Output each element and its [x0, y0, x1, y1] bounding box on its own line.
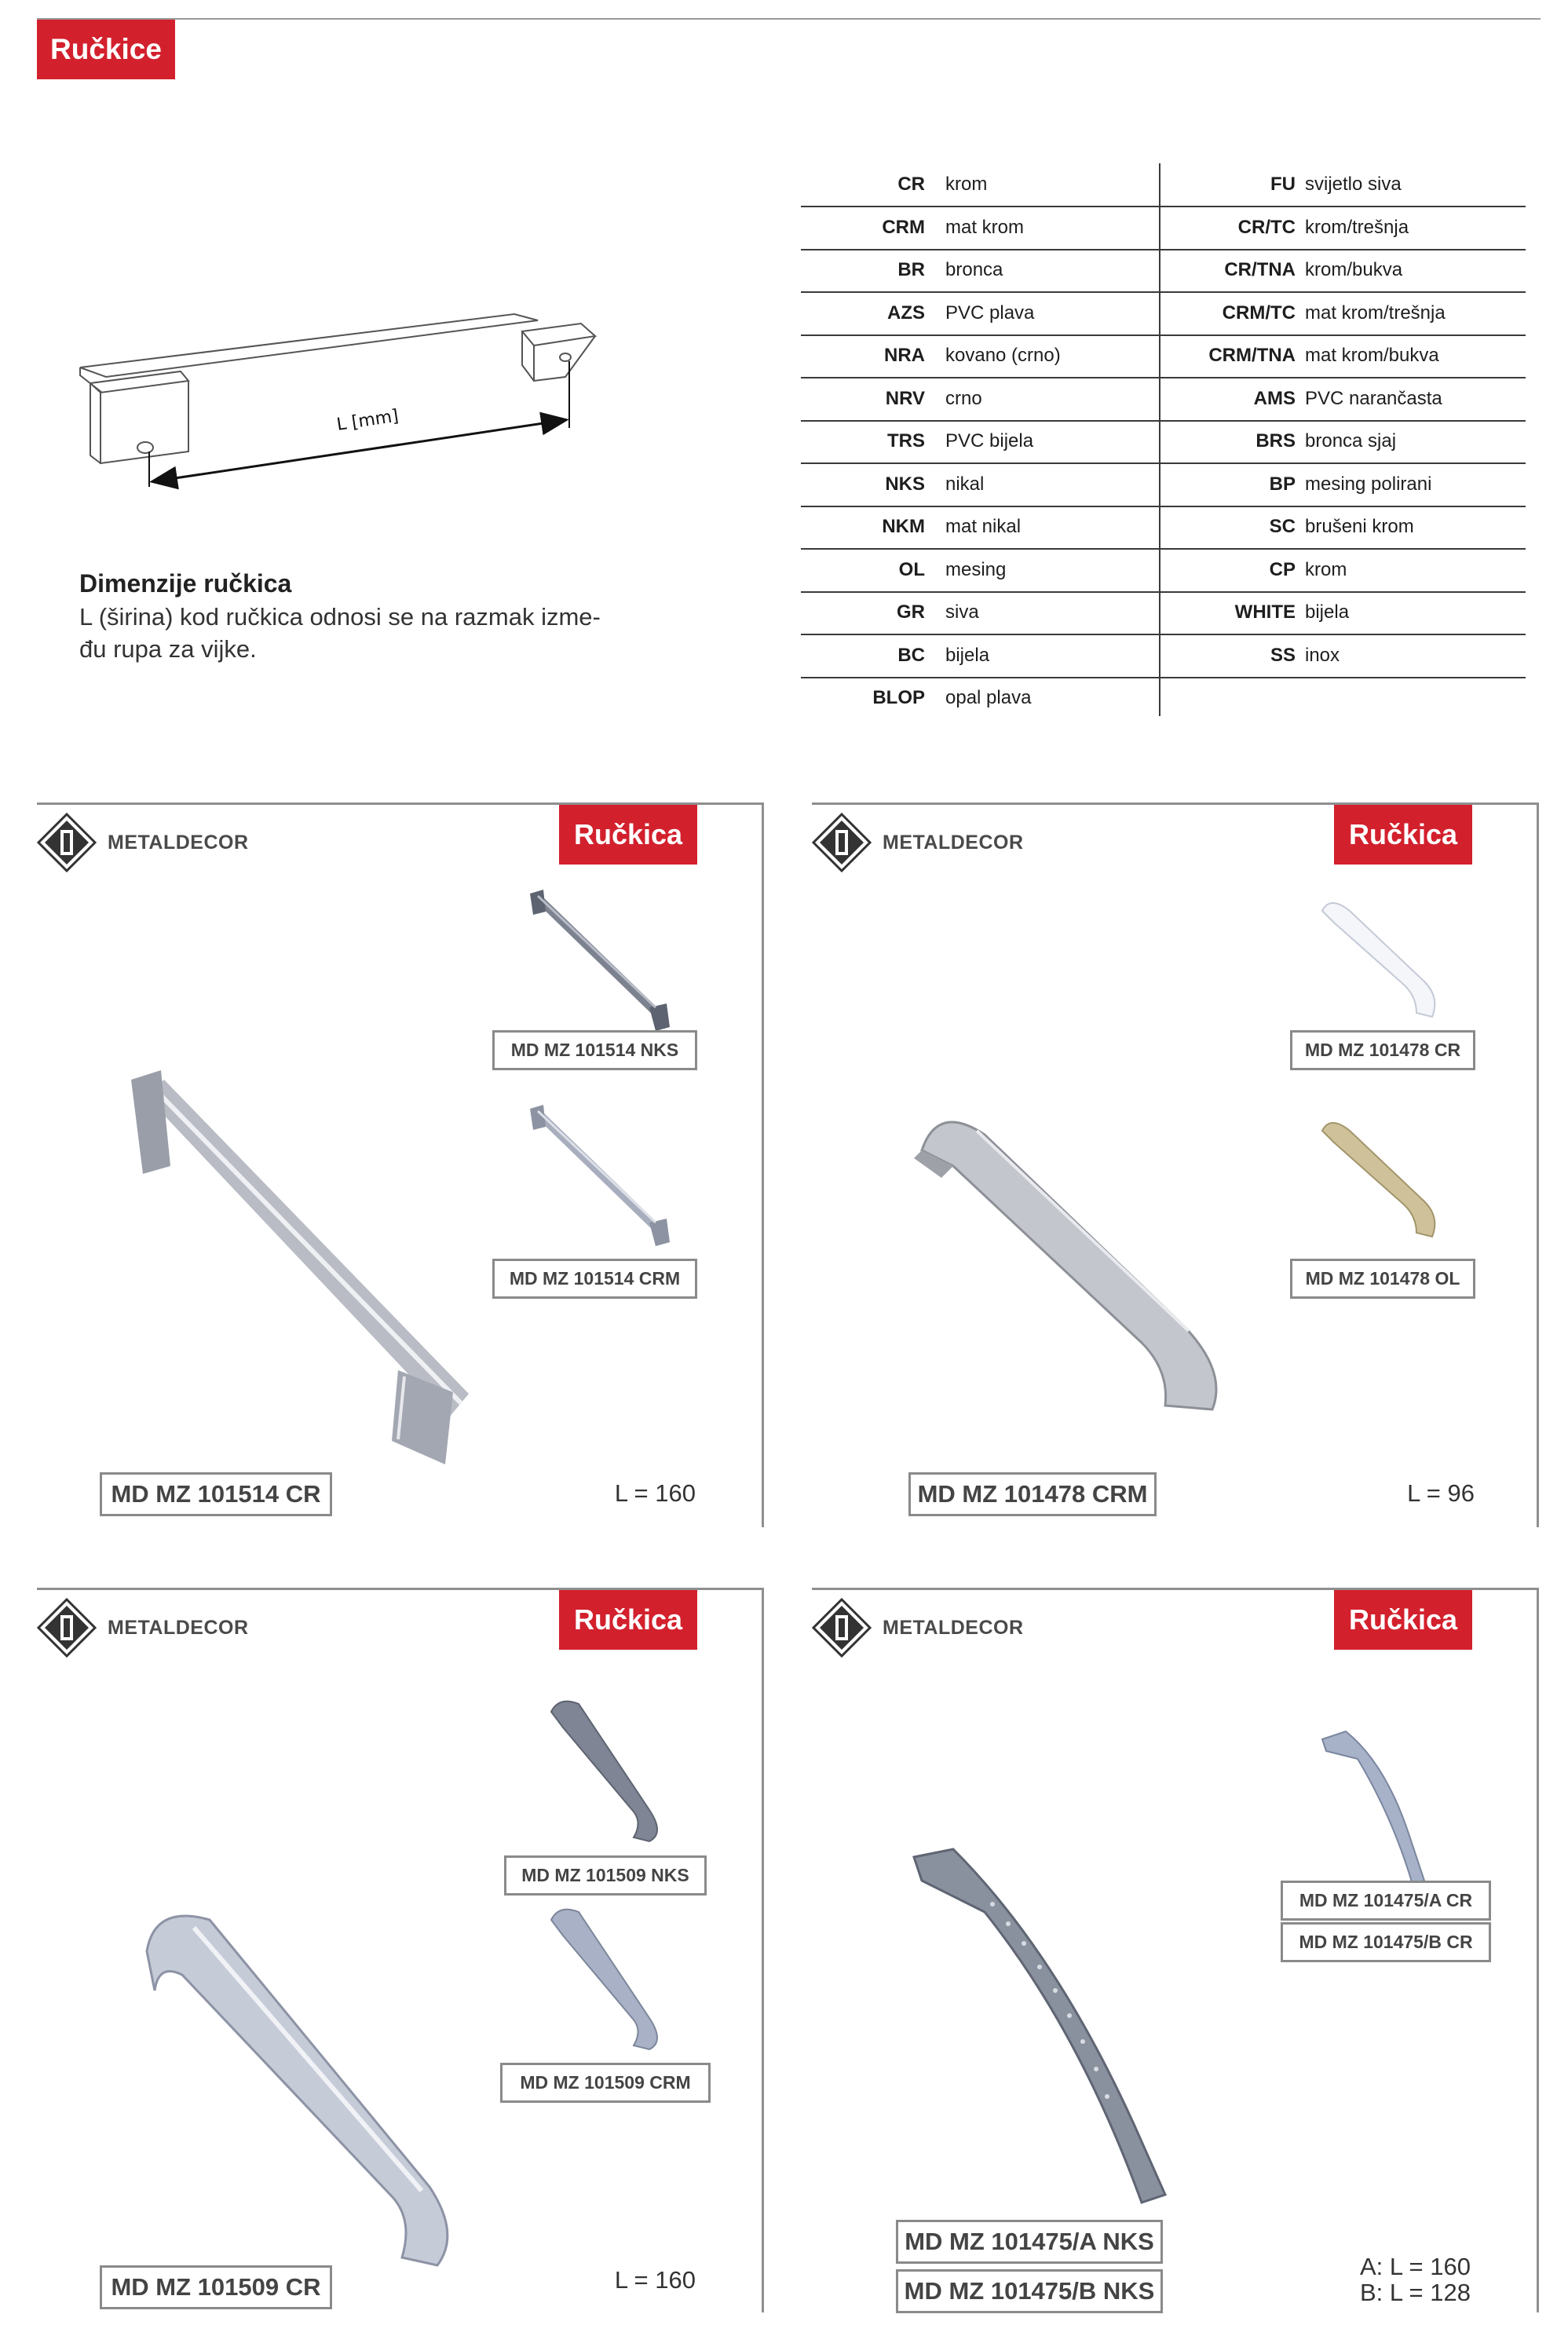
finish-code: WHITE — [1234, 601, 1296, 623]
handle-image-101478-cr — [1307, 879, 1456, 1029]
handle-dimension-diagram — [63, 291, 612, 518]
brand-logo-group — [812, 1596, 1024, 1659]
length-info — [615, 2267, 696, 2293]
finish-name: bronca — [945, 259, 1003, 280]
dimensions-description — [79, 601, 676, 665]
variant-code-label: MD MZ 101478 OL — [1290, 1259, 1475, 1299]
length-value: L = 160 — [614, 2266, 696, 2294]
codes-row — [801, 634, 1526, 678]
finish-name: PVC narančasta — [1305, 387, 1442, 409]
finish-name: krom/trešnja — [1305, 216, 1409, 238]
finish-code: NKM — [882, 516, 925, 537]
product-card-101514 — [37, 802, 764, 1527]
card-tag: Ručkica — [559, 1590, 697, 1650]
finish-code: CP — [1269, 558, 1296, 580]
finish-code: CR — [897, 174, 925, 195]
finish-name: mat krom — [945, 216, 1025, 238]
handle-image-101509-nks — [539, 1692, 681, 1849]
product-card-101509 — [37, 1588, 764, 2312]
length-value: A: L = 160 — [1359, 2253, 1471, 2280]
main-code-label: MD MZ 101475/B NKS — [896, 2269, 1163, 2313]
finish-name: krom/bukva — [1305, 259, 1403, 280]
metaldecor-logo-icon — [37, 813, 97, 872]
page-tag: Ručkice — [37, 20, 175, 79]
variant-code-label: MD MZ 101514 CRM — [492, 1259, 697, 1299]
variant-code-label: MD MZ 101475/B CR — [1281, 1922, 1491, 1962]
length-value: B: L = 128 — [1359, 2279, 1471, 2306]
brand-name: METALDECOR — [108, 831, 249, 854]
metaldecor-logo-icon — [812, 813, 872, 872]
finish-name: krom — [945, 174, 988, 195]
brand-name: METALDECOR — [883, 1616, 1024, 1639]
finish-code: CR/TC — [1237, 216, 1296, 238]
handle-image-101509-cr — [123, 1888, 484, 2281]
finish-name: krom — [1305, 558, 1347, 580]
finish-name: mesing — [945, 558, 1007, 580]
finish-name: crno — [945, 387, 982, 409]
codes-row — [801, 335, 1526, 378]
codes-row — [801, 463, 1526, 507]
finish-code: AMS — [1253, 387, 1296, 409]
codes-row — [801, 207, 1526, 250]
handle-image-101478-crm — [890, 1072, 1252, 1425]
finish-code: TRS — [887, 430, 925, 451]
length-info — [615, 1480, 696, 1506]
handle-image-101475-cr — [1314, 1716, 1456, 1896]
finish-code: FU — [1270, 174, 1296, 195]
main-code-label: MD MZ 101514 CR — [100, 1472, 332, 1516]
finish-name: mat krom/bukva — [1305, 345, 1439, 366]
brand-name: METALDECOR — [883, 831, 1024, 854]
finish-code: BR — [897, 259, 925, 280]
variant-code-label: MD MZ 101509 CRM — [500, 2063, 711, 2103]
finish-name: mat nikal — [945, 516, 1022, 537]
handle-image-101509-crm — [539, 1900, 681, 2057]
codes-row — [801, 292, 1526, 336]
brand-logo-group — [37, 811, 249, 874]
finish-code: GR — [897, 601, 925, 623]
main-code-label: MD MZ 101475/A NKS — [896, 2220, 1163, 2264]
brand-logo-group — [37, 1596, 249, 1659]
card-tag: Ručkica — [559, 805, 697, 865]
finish-code: SS — [1270, 644, 1296, 666]
metaldecor-logo-icon — [812, 1598, 872, 1658]
codes-row — [801, 677, 1526, 719]
dimension-label: L [mm] — [335, 406, 400, 435]
brand-logo-group — [812, 811, 1024, 874]
finish-name: nikal — [945, 473, 985, 495]
finish-code: OL — [898, 558, 925, 580]
finish-name: siva — [945, 601, 979, 623]
finish-name: inox — [1305, 644, 1340, 666]
finish-code: CRM — [882, 216, 925, 238]
finish-code: NRA — [884, 345, 925, 366]
handle-image-101475-nks — [898, 1841, 1212, 2218]
top-rule — [37, 18, 1541, 20]
length-info — [1407, 1480, 1475, 1506]
dimensions-title: Dimenzije ručkica — [79, 569, 292, 598]
handle-image-101514-nks — [524, 882, 681, 1039]
finish-name: mesing polirani — [1305, 473, 1432, 495]
finish-name: PVC bijela — [945, 430, 1034, 451]
handle-image-101514-crm — [524, 1097, 681, 1254]
card-tag: Ručkica — [1334, 805, 1472, 865]
finish-code: CRM/TC — [1222, 302, 1296, 324]
card-tag: Ručkica — [1334, 1590, 1472, 1650]
finish-code: CR/TNA — [1224, 259, 1296, 280]
length-value: L = 96 — [1407, 1479, 1475, 1507]
codes-row — [801, 549, 1526, 593]
product-card-101475 — [812, 1588, 1539, 2312]
brand-name: METALDECOR — [108, 1616, 249, 1639]
finish-code: BRS — [1255, 430, 1296, 451]
finish-name: svijetlo siva — [1305, 174, 1402, 195]
length-value: L = 160 — [614, 1479, 696, 1507]
finish-code: BC — [897, 644, 925, 666]
metaldecor-logo-icon — [37, 1598, 97, 1658]
finish-name: bronca sjaj — [1305, 430, 1397, 451]
codes-row — [801, 506, 1526, 550]
finish-code: NRV — [885, 387, 925, 409]
variant-code-label: MD MZ 101478 CR — [1290, 1030, 1475, 1070]
finish-code: NKS — [885, 473, 925, 495]
codes-row — [801, 249, 1526, 293]
finish-name: PVC plava — [945, 302, 1035, 324]
finish-code: SC — [1269, 516, 1296, 537]
finish-code: BP — [1269, 473, 1296, 495]
variant-code-label: MD MZ 101509 NKS — [504, 1855, 707, 1896]
product-card-101478 — [812, 802, 1539, 1527]
variant-code-label: MD MZ 101475/A CR — [1281, 1881, 1491, 1921]
finish-name: bijela — [1305, 601, 1350, 623]
handle-image-101478-ol — [1307, 1099, 1456, 1248]
finish-name: kovano (crno) — [945, 345, 1061, 366]
dimensions-line-1: L (širina) kod ručkica odnosi se na razmak izme- — [79, 603, 601, 631]
codes-row — [801, 420, 1526, 464]
finish-name: mat krom/trešnja — [1305, 302, 1446, 324]
finish-name: bijela — [945, 644, 990, 666]
finish-name: brušeni krom — [1305, 516, 1414, 537]
finish-code: CRM/TNA — [1208, 345, 1296, 366]
dimensions-line-2: đu rupa za vijke. — [79, 635, 257, 663]
codes-row — [801, 378, 1526, 422]
main-code-label: MD MZ 101509 CR — [100, 2265, 332, 2309]
finish-code: AZS — [887, 302, 925, 324]
codes-row — [801, 591, 1526, 635]
handle-image-101514-cr — [115, 1064, 492, 1480]
finish-code: BLOP — [872, 687, 925, 708]
main-code-label: MD MZ 101478 CRM — [908, 1472, 1157, 1516]
finish-name: opal plava — [945, 687, 1032, 708]
length-info — [1360, 2254, 1471, 2305]
variant-code-label: MD MZ 101514 NKS — [492, 1030, 697, 1070]
codes-row — [801, 163, 1526, 207]
